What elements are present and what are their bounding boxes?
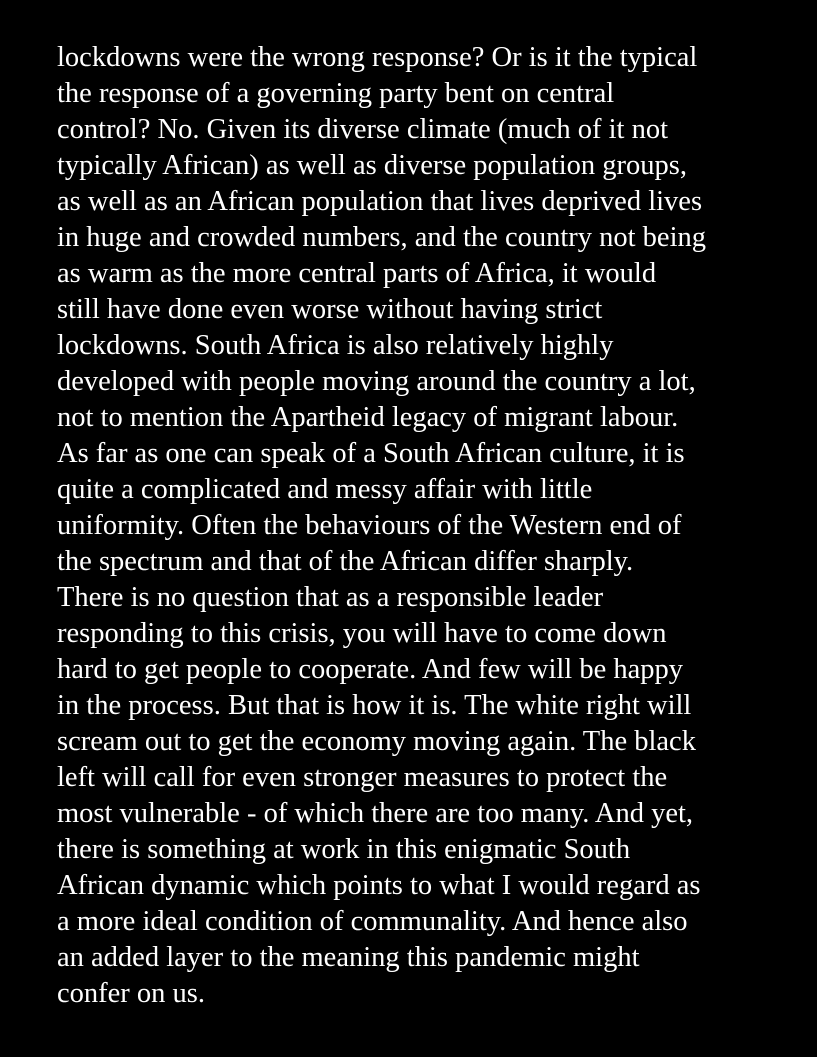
text-line: lockdowns. South Africa is also relatively highly: [57, 330, 614, 361]
text-line: still have done even worse without having strict: [57, 294, 603, 325]
text-line: lockdowns were the wrong response? Or is it the typical: [57, 42, 698, 73]
text-line: left will call for even stronger measures to protect the: [57, 762, 668, 793]
text-line: the response of a governing party bent on central: [57, 78, 615, 109]
body-text: [57, 40, 797, 1012]
text-line: As far as one can speak of a South African culture, it is: [57, 438, 685, 469]
text-line: scream out to get the economy moving again. The black: [57, 726, 696, 757]
text-line: an added layer to the meaning this pandemic might: [57, 942, 640, 973]
text-line: as well as an African population that lives deprived lives: [57, 186, 703, 217]
document-page: [57, 40, 797, 1012]
text-line: not to mention the Apartheid legacy of migrant labour.: [57, 402, 679, 433]
text-line: confer on us.: [57, 978, 205, 1009]
text-line: African dynamic which points to what I would regard as: [57, 870, 701, 901]
text-line: uniformity. Often the behaviours of the Western end of: [57, 510, 682, 541]
text-line: quite a complicated and messy affair with little: [57, 474, 593, 505]
text-line: hard to get people to cooperate. And few will be happy: [57, 654, 684, 685]
text-line: responding to this crisis, you will have to come down: [57, 618, 667, 649]
text-line: the spectrum and that of the African differ sharply.: [57, 546, 634, 577]
text-line: most vulnerable - of which there are too many. And yet,: [57, 798, 694, 829]
text-line: in huge and crowded numbers, and the country not being: [57, 222, 707, 253]
text-line: control? No. Given its diverse climate (much of it not: [57, 114, 669, 145]
text-line: there is something at work in this enigmatic South: [57, 834, 631, 865]
text-line: There is no question that as a responsible leader: [57, 582, 604, 613]
text-line: as warm as the more central parts of Africa, it would: [57, 258, 657, 289]
text-line: a more ideal condition of communality. And hence also: [57, 906, 688, 937]
text-line: developed with people moving around the country a lot,: [57, 366, 696, 397]
text-line: in the process. But that is how it is. The white right will: [57, 690, 692, 721]
text-line: typically African) as well as diverse population groups,: [57, 150, 688, 181]
